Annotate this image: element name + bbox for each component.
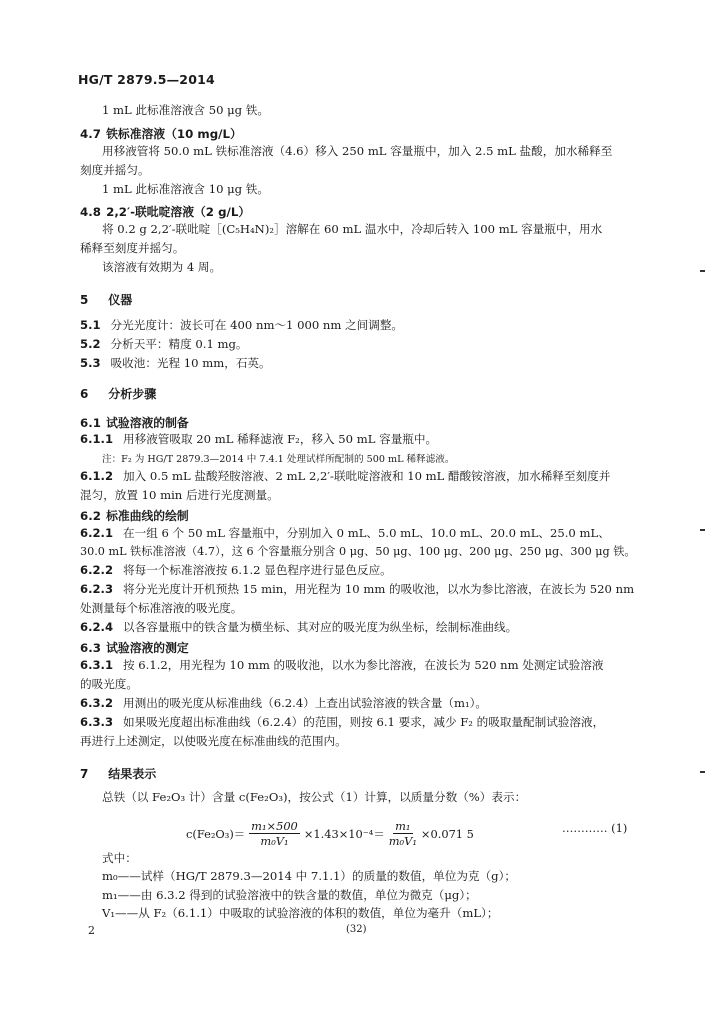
- clause-number: 6.2.3: [80, 582, 114, 596]
- clause-text: 将每一个标准溶液按 6.1.2 显色程序进行显色反应。: [123, 563, 392, 577]
- text-line: 该溶液有效期为 4 周。: [102, 260, 222, 274]
- fraction-numerator: m₁: [395, 819, 411, 833]
- clause-number: 6.2.1: [80, 526, 114, 540]
- section-heading-4-8: [80, 203, 250, 220]
- section-title: 标准曲线的绘制: [106, 509, 189, 523]
- clause-number: 5.1: [80, 318, 101, 332]
- clause-number: 6.1.2: [80, 469, 114, 483]
- clause-text: 按 6.1.2，用光程为 10 mm 的吸收池，以水为参比溶液，在波长为 520 nm 处测定试验溶液: [123, 658, 604, 672]
- section-title: 2,2′-联吡啶溶液（2 g/L）: [106, 205, 251, 219]
- section-number: 4.8: [80, 205, 101, 219]
- text-line: 稀释至刻度并摇匀。: [80, 241, 185, 255]
- fraction: [249, 819, 300, 848]
- section-title: 试验溶液的制备: [106, 416, 189, 430]
- clause-5-1: [80, 318, 403, 332]
- standard-number-header: HG/T 2879.5—2014: [78, 72, 215, 87]
- fraction-numerator: m₁×500: [251, 819, 298, 833]
- clause-6-3-1: [80, 658, 603, 672]
- formula-middle: ×1.43×10⁻⁴＝: [303, 826, 385, 841]
- clause-6-2-1: [80, 526, 610, 540]
- fraction-denominator: m₀V₁: [260, 834, 289, 848]
- clause-6-3-2: [80, 696, 487, 710]
- clause-text: 用测出的吸光度从标准曲线（6.2.4）上查出试验溶液的铁含量（m₁）。: [123, 696, 487, 710]
- clause-6-3-3: [80, 715, 604, 729]
- clause-number: 6.3.2: [80, 696, 114, 710]
- scan-mark: [700, 270, 705, 272]
- text-line: 用移液管将 50.0 mL 铁标准溶液（4.6）移入 250 mL 容量瓶中，加入 2.5 mL 盐酸，加水稀释至: [102, 144, 613, 158]
- section-title: 铁标准溶液（10 mg/L）: [106, 127, 242, 141]
- text-line: 的吸光度。: [80, 677, 138, 691]
- clause-6-1-2: [80, 469, 610, 483]
- section-heading-5: [80, 291, 132, 308]
- scan-mark: [700, 771, 705, 773]
- section-title: 试验溶液的测定: [106, 641, 189, 655]
- section-number: 6.1: [80, 416, 101, 430]
- clause-5-2: [80, 337, 248, 351]
- section-heading-6-1: [80, 414, 189, 431]
- clause-6-2-2: [80, 563, 392, 577]
- page-sequence: (32): [346, 924, 367, 935]
- text-line: 再进行上述测定，以使吸光度在标准曲线的范围内。: [80, 734, 347, 748]
- clause-number: 6.1.1: [80, 432, 114, 446]
- section-heading-4-7: [80, 125, 242, 142]
- section-number: 4.7: [80, 127, 101, 141]
- definition-line: m₁——由 6.3.2 得到的试验溶液中的铁含量的数值，单位为微克（μg）；: [102, 888, 477, 902]
- fraction: [389, 819, 417, 848]
- section-title: 分析步骤: [108, 387, 157, 401]
- formula-lhs: c(Fe₂O₃)＝: [186, 826, 246, 841]
- text-line: 将 0.2 g 2,2′-联吡啶［(C₅H₄N)₂］溶解在 60 mL 温水中，冷却后转入 100 mL 容量瓶中，用水: [102, 222, 603, 236]
- clause-text: 分析天平：精度 0.1 mg。: [110, 337, 248, 351]
- clause-number: 6.2.2: [80, 563, 114, 577]
- text-line: 刻度并摇匀。: [80, 163, 150, 177]
- clause-number: 5.2: [80, 337, 101, 351]
- section-number: 5: [80, 293, 89, 307]
- clause-number: 6.3.1: [80, 658, 114, 672]
- formula-1: [186, 819, 474, 848]
- clause-text: 吸收池：光程 10 mm，石英。: [110, 356, 271, 370]
- clause-6-1-1: [80, 432, 437, 446]
- text-line: 30.0 mL 铁标准溶液（4.7），这 6 个容量瓶分别含 0 μg、50 μg、100 μg、200 μg、250 μg、300 μg 铁。: [80, 545, 636, 558]
- equation-number: ………… (1): [562, 821, 628, 835]
- definition-line: m₀——试样（HG/T 2879.3—2014 中 7.1.1）的质量的数值，单位为克（g）；: [102, 869, 516, 883]
- section-number: 6.2: [80, 509, 101, 523]
- note: 注：F₂ 为 HG/T 2879.3—2014 中 7.4.1 处理试样所配制的 500 mL 稀释滤液。: [102, 454, 455, 465]
- clause-5-3: [80, 356, 271, 370]
- clause-number: 6.3.3: [80, 715, 114, 729]
- section-heading-7: [80, 765, 156, 782]
- section-heading-6-3: [80, 639, 189, 656]
- clause-text: 将分光光度计开机预热 15 min，用光程为 10 mm 的吸收池，以水为参比溶液，在波长为 520 nm: [123, 582, 635, 596]
- clause-number: 6.2.4: [80, 620, 114, 634]
- clause-text: 分光光度计：波长可在 400 nm～1 000 nm 之间调整。: [110, 318, 404, 332]
- definition-line: V₁——从 F₂（6.1.1）中吸取的试验溶液的体积的数值，单位为毫升（mL）；: [102, 906, 499, 920]
- section-title: 结果表示: [108, 767, 157, 781]
- clause-6-2-4: [80, 620, 517, 634]
- fraction-denominator: m₀V₁: [388, 834, 417, 848]
- text-line: 总铁（以 Fe₂O₃ 计）含量 c(Fe₂O₃)，按公式（1）计算，以质量分数（%）表示：: [102, 790, 527, 804]
- text-line: 1 mL 此标准溶液含 50 μg 铁。: [102, 103, 269, 117]
- section-heading-6-2: [80, 507, 189, 524]
- section-number: 6.3: [80, 641, 101, 655]
- scan-mark: [700, 529, 705, 531]
- clause-6-2-3: [80, 582, 634, 596]
- clause-text: 如果吸光度超出标准曲线（6.2.4）的范围，则按 6.1 要求，减少 F₂ 的吸取量配制试验溶液，: [123, 715, 605, 729]
- section-heading-6: [80, 385, 156, 402]
- section-number: 6: [80, 387, 89, 401]
- clause-text: 以各容量瓶中的铁含量为横坐标、其对应的吸光度为纵坐标，绘制标准曲线。: [123, 620, 518, 634]
- formula-tail: ×0.071 5: [420, 826, 474, 841]
- clause-text: 在一组 6 个 50 mL 容量瓶中，分别加入 0 mL、5.0 mL、10.0 mL、20.0 mL、25.0 mL、: [123, 526, 610, 540]
- text-line: 1 mL 此标准溶液含 10 μg 铁。: [102, 182, 269, 196]
- clause-text: 用移液管吸取 20 mL 稀释滤液 F₂，移入 50 mL 容量瓶中。: [123, 432, 438, 446]
- text-line: 式中：: [102, 851, 137, 865]
- section-title: 仪器: [108, 293, 133, 307]
- page-number: 2: [88, 924, 95, 937]
- text-line: 处测量每个标准溶液的吸光度。: [80, 601, 243, 615]
- clause-text: 加入 0.5 mL 盐酸羟胺溶液、2 mL 2,2′-联吡啶溶液和 10 mL 醋酸铵溶液，加水稀释至刻度并: [123, 469, 611, 483]
- text-line: 混匀，放置 10 min 后进行光度测量。: [80, 488, 279, 502]
- section-number: 7: [80, 767, 89, 781]
- clause-number: 5.3: [80, 356, 101, 370]
